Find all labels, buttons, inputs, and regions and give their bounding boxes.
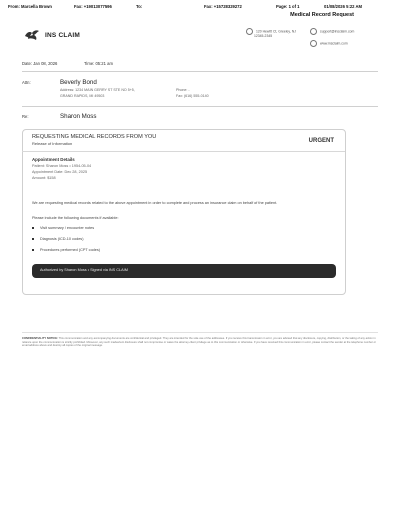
fax-from-number: Fax: +19013077596 <box>74 4 112 9</box>
card-divider <box>22 151 345 152</box>
re-name: Sharon Moss <box>60 113 97 120</box>
confidentiality-notice: CONFIDENTIALITY NOTICE: This communication and any accompanying documents are confidential and privileged. They are intended for the sole use of the addressee. If you receive this transmission in error, you are advised that any disclosure, copying, distribution, or the taking of any action in reliance upon the communication is strictly prohibited. Moreover, any such inadvertent disclosure shall not compromise or waive the attorney-client privilege as to this communication or otherwise. If you have received this communication in error, please contact the sender at the telephone number or email address above and destroy all copies of the original message. <box>22 337 377 348</box>
re-label: Re: <box>22 114 29 119</box>
brand-name: INS CLAIM <box>45 32 81 39</box>
urgent-badge: URGENT <box>308 138 334 144</box>
dove-logo-icon <box>24 29 40 41</box>
divider <box>22 106 378 107</box>
list-item: Diagnosis (ICD-10 codes) <box>32 237 83 241</box>
time: Time: 05:21 am <box>84 61 113 66</box>
disclaimer-divider <box>22 332 378 333</box>
authorization-text: Authorized by Sharon Moss • Signed via INS CLAIM <box>40 268 128 272</box>
contact-block <box>246 24 355 56</box>
fax-page: Page: 1 of 1 <box>276 4 300 9</box>
globe-icon <box>310 40 317 47</box>
bullet-icon <box>32 238 34 240</box>
bullet-icon <box>32 249 34 251</box>
fax-datetime: 01/08/2026 5:22 AM <box>324 4 363 9</box>
appointment-title: Appointment Details <box>32 157 75 162</box>
recipient-address: Address: 1234 MAIN GERRY ST STE NO 5+5, GRAND RAPIDS, MI 49503 <box>60 88 135 98</box>
contact-address: 120 Hewitt Ct, Greeley, NJ <box>246 28 296 35</box>
fax-to: To: <box>136 4 143 9</box>
appointment-date: Appointment Date: Dec 28, 2025 <box>32 170 88 174</box>
attn-label: Attn: <box>22 80 31 85</box>
fax-header <box>8 4 392 12</box>
contact-email: support@insclaim.com <box>310 28 354 35</box>
divider <box>22 71 378 72</box>
location-icon <box>246 28 253 35</box>
contact-website: www.insclaim.com <box>310 40 348 47</box>
card-title: REQUESTING MEDICAL RECORDS FROM YOU <box>32 134 157 140</box>
fax-from: From: Marcella Brown <box>8 4 52 9</box>
date-row <box>22 61 113 66</box>
recipient-phone-fax: Phone: - Fax: (616) 555-0140 <box>176 88 209 98</box>
appointment-patient: Patient: Sharon Moss • 1954-05-04 <box>32 164 92 168</box>
request-body: We are requesting medical records related to the above appointment in order to complete and process an insurance claim on behalf of the patient. <box>32 201 278 205</box>
document-title: Medical Record Request <box>290 12 354 18</box>
bullet-icon <box>32 227 34 229</box>
email-icon <box>310 28 317 35</box>
appointment-amount: Amount: $158 <box>32 176 56 180</box>
recipient-name: Beverly Bond <box>60 79 97 86</box>
card-subtitle: Release of Information <box>32 141 73 146</box>
request-prompt: Please include the following documents if available: <box>32 216 119 220</box>
list-item: Procedures performed (CPT codes) <box>32 248 100 252</box>
date: Date: Jan 08, 2026 <box>22 61 58 66</box>
list-item: Visit summary / encounter notes <box>32 226 94 230</box>
fax-to-number: Fax: +15728329272 <box>204 4 242 9</box>
contact-address-2: 12345-2345 <box>254 34 273 38</box>
